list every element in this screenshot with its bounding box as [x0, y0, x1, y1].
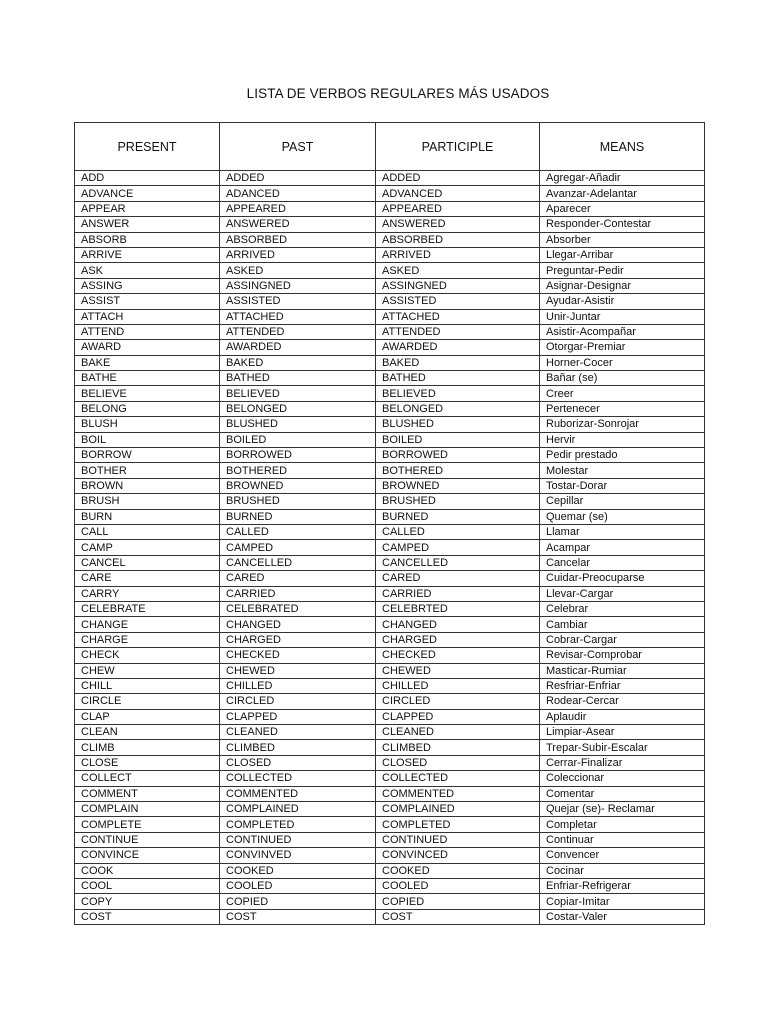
- present-cell: APPEAR: [75, 201, 220, 216]
- participle-cell: COPIED: [376, 894, 540, 909]
- participle-cell: CLEANED: [376, 725, 540, 740]
- table-row: [75, 878, 705, 893]
- table-row: [75, 571, 705, 586]
- means-cell: Copiar-Imitar: [540, 894, 705, 909]
- table-header: [75, 123, 705, 171]
- present-cell: ADD: [75, 171, 220, 186]
- participle-cell: CLAPPED: [376, 709, 540, 724]
- past-cell: CIRCLED: [220, 694, 376, 709]
- present-cell: CANCEL: [75, 555, 220, 570]
- means-cell: Horner-Cocer: [540, 355, 705, 370]
- means-cell: Convencer: [540, 848, 705, 863]
- present-cell: BORROW: [75, 448, 220, 463]
- participle-cell: COMMENTED: [376, 786, 540, 801]
- present-cell: BOIL: [75, 432, 220, 447]
- past-cell: COOKED: [220, 863, 376, 878]
- past-cell: BLUSHED: [220, 417, 376, 432]
- means-cell: Rodear-Cercar: [540, 694, 705, 709]
- verbs-table: [74, 122, 705, 925]
- present-cell: ASSING: [75, 278, 220, 293]
- header-row: [75, 123, 705, 171]
- past-cell: CONTINUED: [220, 832, 376, 847]
- participle-cell: COMPLETED: [376, 817, 540, 832]
- table-row: [75, 386, 705, 401]
- past-cell: COST: [220, 909, 376, 924]
- means-cell: Cancelar: [540, 555, 705, 570]
- present-cell: CALL: [75, 524, 220, 539]
- present-cell: BATHE: [75, 371, 220, 386]
- present-cell: CONTINUE: [75, 832, 220, 847]
- present-cell: BELIEVE: [75, 386, 220, 401]
- table-row: [75, 786, 705, 801]
- table-row: [75, 478, 705, 493]
- past-cell: CAMPED: [220, 540, 376, 555]
- table-row: [75, 632, 705, 647]
- means-cell: Bañar (se): [540, 371, 705, 386]
- means-cell: Masticar-Rumiar: [540, 663, 705, 678]
- participle-cell: ASKED: [376, 263, 540, 278]
- present-cell: CIRCLE: [75, 694, 220, 709]
- participle-cell: BOILED: [376, 432, 540, 447]
- past-cell: CHILLED: [220, 678, 376, 693]
- participle-cell: BRUSHED: [376, 494, 540, 509]
- present-cell: CHANGE: [75, 617, 220, 632]
- present-cell: COPY: [75, 894, 220, 909]
- present-cell: ASSIST: [75, 294, 220, 309]
- past-cell: ADANCED: [220, 186, 376, 201]
- table-row: [75, 324, 705, 339]
- table-row: [75, 340, 705, 355]
- participle-cell: BATHED: [376, 371, 540, 386]
- present-cell: BURN: [75, 509, 220, 524]
- past-cell: COMPLAINED: [220, 802, 376, 817]
- participle-cell: CALLED: [376, 524, 540, 539]
- past-cell: CHEWED: [220, 663, 376, 678]
- means-cell: Aplaudir: [540, 709, 705, 724]
- means-cell: Hervir: [540, 432, 705, 447]
- means-cell: Llamar: [540, 524, 705, 539]
- past-cell: ANSWERED: [220, 217, 376, 232]
- means-cell: Cambiar: [540, 617, 705, 632]
- means-cell: Creer: [540, 386, 705, 401]
- table-row: [75, 201, 705, 216]
- means-cell: Acampar: [540, 540, 705, 555]
- participle-cell: AWARDED: [376, 340, 540, 355]
- participle-cell: COLLECTED: [376, 771, 540, 786]
- past-cell: ATTENDED: [220, 324, 376, 339]
- participle-cell: ATTACHED: [376, 309, 540, 324]
- means-cell: Otorgar-Premiar: [540, 340, 705, 355]
- participle-cell: CHARGED: [376, 632, 540, 647]
- past-cell: COPIED: [220, 894, 376, 909]
- present-cell: CHEW: [75, 663, 220, 678]
- means-cell: Avanzar-Adelantar: [540, 186, 705, 201]
- past-cell: ASSINGNED: [220, 278, 376, 293]
- means-cell: Resfriar-Enfriar: [540, 678, 705, 693]
- present-cell: COLLECT: [75, 771, 220, 786]
- past-cell: COMMENTED: [220, 786, 376, 801]
- table-row: [75, 401, 705, 416]
- table-row: [75, 802, 705, 817]
- document-title: LISTA DE VERBOS REGULARES MÁS USADOS: [246, 86, 550, 101]
- means-cell: Completar: [540, 817, 705, 832]
- table-row: [75, 247, 705, 262]
- present-cell: CLAP: [75, 709, 220, 724]
- participle-cell: CHEWED: [376, 663, 540, 678]
- table-row: [75, 171, 705, 186]
- means-cell: Costar-Valer: [540, 909, 705, 924]
- participle-cell: CELEBRTED: [376, 601, 540, 616]
- past-cell: BELONGED: [220, 401, 376, 416]
- means-cell: Cobrar-Cargar: [540, 632, 705, 647]
- past-cell: BOILED: [220, 432, 376, 447]
- participle-cell: CHILLED: [376, 678, 540, 693]
- means-cell: Agregar-Añadir: [540, 171, 705, 186]
- present-cell: BAKE: [75, 355, 220, 370]
- past-cell: BATHED: [220, 371, 376, 386]
- present-cell: CLIMB: [75, 740, 220, 755]
- header-present: PRESENT: [75, 123, 220, 171]
- participle-cell: COOLED: [376, 878, 540, 893]
- past-cell: ASKED: [220, 263, 376, 278]
- present-cell: COST: [75, 909, 220, 924]
- header-means: MEANS: [540, 123, 705, 171]
- means-cell: Quemar (se): [540, 509, 705, 524]
- participle-cell: CAMPED: [376, 540, 540, 555]
- means-cell: Comentar: [540, 786, 705, 801]
- means-cell: Revisar-Comprobar: [540, 648, 705, 663]
- table-row: [75, 355, 705, 370]
- participle-cell: APPEARED: [376, 201, 540, 216]
- table-row: [75, 263, 705, 278]
- table-row: [75, 232, 705, 247]
- means-cell: Cerrar-Finalizar: [540, 755, 705, 770]
- present-cell: CARRY: [75, 586, 220, 601]
- present-cell: CELEBRATE: [75, 601, 220, 616]
- past-cell: CLIMBED: [220, 740, 376, 755]
- participle-cell: CHECKED: [376, 648, 540, 663]
- means-cell: Trepar-Subir-Escalar: [540, 740, 705, 755]
- participle-cell: BAKED: [376, 355, 540, 370]
- participle-cell: BELIEVED: [376, 386, 540, 401]
- present-cell: CHECK: [75, 648, 220, 663]
- present-cell: BELONG: [75, 401, 220, 416]
- past-cell: CHANGED: [220, 617, 376, 632]
- past-cell: CARED: [220, 571, 376, 586]
- past-cell: CONVINVED: [220, 848, 376, 863]
- table-row: [75, 509, 705, 524]
- header-past: PAST: [220, 123, 376, 171]
- table-row: [75, 309, 705, 324]
- table-row: [75, 463, 705, 478]
- participle-cell: CONVINCED: [376, 848, 540, 863]
- means-cell: Limpiar-Asear: [540, 725, 705, 740]
- table-row: [75, 555, 705, 570]
- means-cell: Celebrar: [540, 601, 705, 616]
- present-cell: ATTEND: [75, 324, 220, 339]
- present-cell: CAMP: [75, 540, 220, 555]
- participle-cell: ATTENDED: [376, 324, 540, 339]
- means-cell: Absorber: [540, 232, 705, 247]
- table-row: [75, 648, 705, 663]
- past-cell: COOLED: [220, 878, 376, 893]
- means-cell: Ruborizar-Sonrojar: [540, 417, 705, 432]
- table-row: [75, 725, 705, 740]
- table-row: [75, 371, 705, 386]
- participle-cell: BORROWED: [376, 448, 540, 463]
- participle-cell: ABSORBED: [376, 232, 540, 247]
- past-cell: APPEARED: [220, 201, 376, 216]
- means-cell: Pertenecer: [540, 401, 705, 416]
- means-cell: Llevar-Cargar: [540, 586, 705, 601]
- means-cell: Cocinar: [540, 863, 705, 878]
- past-cell: BAKED: [220, 355, 376, 370]
- means-cell: Tostar-Dorar: [540, 478, 705, 493]
- means-cell: Pedir prestado: [540, 448, 705, 463]
- past-cell: ARRIVED: [220, 247, 376, 262]
- past-cell: CARRIED: [220, 586, 376, 601]
- means-cell: Molestar: [540, 463, 705, 478]
- table-row: [75, 432, 705, 447]
- present-cell: BRUSH: [75, 494, 220, 509]
- past-cell: ABSORBED: [220, 232, 376, 247]
- present-cell: AWARD: [75, 340, 220, 355]
- table-row: [75, 294, 705, 309]
- present-cell: COMPLAIN: [75, 802, 220, 817]
- table-row: [75, 494, 705, 509]
- table-row: [75, 601, 705, 616]
- participle-cell: COST: [376, 909, 540, 924]
- table-row: [75, 848, 705, 863]
- participle-cell: ASSISTED: [376, 294, 540, 309]
- participle-cell: ANSWERED: [376, 217, 540, 232]
- table-row: [75, 278, 705, 293]
- means-cell: Asignar-Designar: [540, 278, 705, 293]
- past-cell: COLLECTED: [220, 771, 376, 786]
- means-cell: Asistir-Acompañar: [540, 324, 705, 339]
- table-row: [75, 863, 705, 878]
- present-cell: BLUSH: [75, 417, 220, 432]
- participle-cell: BROWNED: [376, 478, 540, 493]
- table-body: [75, 171, 705, 925]
- participle-cell: CLOSED: [376, 755, 540, 770]
- means-cell: Cuidar-Preocuparse: [540, 571, 705, 586]
- present-cell: CLEAN: [75, 725, 220, 740]
- table-row: [75, 678, 705, 693]
- past-cell: COMPLETED: [220, 817, 376, 832]
- table-row: [75, 217, 705, 232]
- participle-cell: CARED: [376, 571, 540, 586]
- present-cell: CLOSE: [75, 755, 220, 770]
- present-cell: COOK: [75, 863, 220, 878]
- participle-cell: ADVANCED: [376, 186, 540, 201]
- participle-cell: BELONGED: [376, 401, 540, 416]
- header-participle: PARTICIPLE: [376, 123, 540, 171]
- present-cell: CHILL: [75, 678, 220, 693]
- present-cell: ANSWER: [75, 217, 220, 232]
- table-row: [75, 694, 705, 709]
- table-row: [75, 709, 705, 724]
- past-cell: CLEANED: [220, 725, 376, 740]
- table-row: [75, 617, 705, 632]
- present-cell: CHARGE: [75, 632, 220, 647]
- table-row: [75, 909, 705, 924]
- present-cell: COMPLETE: [75, 817, 220, 832]
- present-cell: BROWN: [75, 478, 220, 493]
- means-cell: Cepillar: [540, 494, 705, 509]
- past-cell: CHARGED: [220, 632, 376, 647]
- participle-cell: COOKED: [376, 863, 540, 878]
- past-cell: BURNED: [220, 509, 376, 524]
- table-row: [75, 663, 705, 678]
- past-cell: AWARDED: [220, 340, 376, 355]
- participle-cell: BURNED: [376, 509, 540, 524]
- participle-cell: CANCELLED: [376, 555, 540, 570]
- past-cell: BRUSHED: [220, 494, 376, 509]
- participle-cell: BLUSHED: [376, 417, 540, 432]
- table-row: [75, 740, 705, 755]
- participle-cell: CIRCLED: [376, 694, 540, 709]
- means-cell: Responder-Contestar: [540, 217, 705, 232]
- present-cell: ARRIVE: [75, 247, 220, 262]
- participle-cell: BOTHERED: [376, 463, 540, 478]
- past-cell: CALLED: [220, 524, 376, 539]
- present-cell: ASK: [75, 263, 220, 278]
- past-cell: CLOSED: [220, 755, 376, 770]
- present-cell: CONVINCE: [75, 848, 220, 863]
- table-row: [75, 755, 705, 770]
- table-row: [75, 524, 705, 539]
- past-cell: ATTACHED: [220, 309, 376, 324]
- past-cell: CANCELLED: [220, 555, 376, 570]
- present-cell: CARE: [75, 571, 220, 586]
- means-cell: Aparecer: [540, 201, 705, 216]
- means-cell: Enfriar-Refrigerar: [540, 878, 705, 893]
- table-row: [75, 817, 705, 832]
- table-row: [75, 186, 705, 201]
- participle-cell: ADDED: [376, 171, 540, 186]
- present-cell: ADVANCE: [75, 186, 220, 201]
- participle-cell: ARRIVED: [376, 247, 540, 262]
- past-cell: BELIEVED: [220, 386, 376, 401]
- past-cell: CHECKED: [220, 648, 376, 663]
- means-cell: Coleccionar: [540, 771, 705, 786]
- past-cell: ASSISTED: [220, 294, 376, 309]
- past-cell: ADDED: [220, 171, 376, 186]
- participle-cell: CLIMBED: [376, 740, 540, 755]
- present-cell: ABSORB: [75, 232, 220, 247]
- table-row: [75, 586, 705, 601]
- table-row: [75, 832, 705, 847]
- present-cell: ATTACH: [75, 309, 220, 324]
- table-row: [75, 771, 705, 786]
- past-cell: BOTHERED: [220, 463, 376, 478]
- means-cell: Preguntar-Pedir: [540, 263, 705, 278]
- past-cell: BORROWED: [220, 448, 376, 463]
- participle-cell: CONTINUED: [376, 832, 540, 847]
- present-cell: COMMENT: [75, 786, 220, 801]
- past-cell: CELEBRATED: [220, 601, 376, 616]
- participle-cell: COMPLAINED: [376, 802, 540, 817]
- means-cell: Continuar: [540, 832, 705, 847]
- participle-cell: ASSINGNED: [376, 278, 540, 293]
- past-cell: CLAPPED: [220, 709, 376, 724]
- means-cell: Quejar (se)- Reclamar: [540, 802, 705, 817]
- participle-cell: CHANGED: [376, 617, 540, 632]
- present-cell: COOL: [75, 878, 220, 893]
- means-cell: Ayudar-Asistir: [540, 294, 705, 309]
- table-row: [75, 417, 705, 432]
- table-row: [75, 448, 705, 463]
- past-cell: BROWNED: [220, 478, 376, 493]
- present-cell: BOTHER: [75, 463, 220, 478]
- means-cell: Llegar-Arribar: [540, 247, 705, 262]
- means-cell: Unir-Juntar: [540, 309, 705, 324]
- table-row: [75, 894, 705, 909]
- table-row: [75, 540, 705, 555]
- participle-cell: CARRIED: [376, 586, 540, 601]
